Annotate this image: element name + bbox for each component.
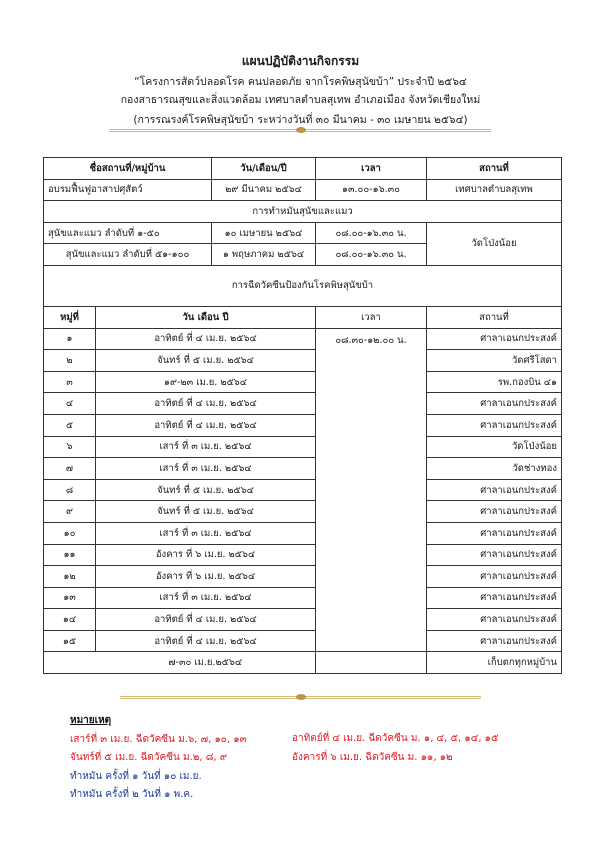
table-row [44, 436, 562, 458]
notes-right-column [292, 730, 499, 767]
village-number: ๑๑ [44, 544, 96, 566]
village-number: ๘ [44, 479, 96, 501]
vaccination-date: เสาร์ ที่ ๓ เม.ย. ๒๕๖๔ [96, 436, 316, 458]
vaccination-location: ศาลาเอนกประสงค์ [427, 522, 562, 544]
village-number: ๙ [44, 501, 96, 523]
note-left-2: จันทร์ที่ ๕ เม.ย. ฉีดวัคซีน ม.๒, ๘, ๙ [70, 752, 228, 763]
department-line: กองสาธารณสุขและสิ่งแวดล้อม เทศบาลตำบลสุเทพ อำเภอเมือง จังหวัดเชียงใหม่ [120, 94, 481, 106]
header-vaccination-date: วัน เดือน ปี [96, 306, 316, 328]
vaccination-date: จันทร์ ที่ ๕ เม.ย. ๒๕๖๔ [96, 501, 316, 523]
vaccination-date: จันทร์ ที่ ๕ เม.ย. ๒๕๖๔ [96, 350, 316, 372]
vaccination-date: อาทิตย์ ที่ ๔ เม.ย. ๒๕๖๔ [96, 609, 316, 631]
campaign-period-line: (การรณรงค์โรคพิษสุนัขบ้า ระหว่างวันที่ ๓๐ มีนาคม - ๓๐ เมษายน ๒๕๖๔) [133, 114, 468, 126]
ornament-center-top [296, 127, 306, 133]
village-number: ๑๓ [44, 587, 96, 609]
training-date: ๒๙ มีนาคม ๒๕๖๔ [212, 179, 316, 201]
note-left-3: ทำหมัน ครั้งที่ ๑ วันที่ ๑๐ เม.ย. [70, 770, 202, 782]
village-number-empty [44, 652, 96, 674]
table-row [44, 566, 562, 588]
ornament-center-bottom [296, 694, 306, 700]
village-number: ๑๒ [44, 566, 96, 588]
catchup-time-empty [316, 652, 427, 674]
table-row [44, 522, 562, 544]
note-right-2: อังคารที่ ๖ เม.ย. ฉีดวัคซีน ม. ๑๑, ๑๒ [292, 751, 453, 763]
vaccination-date: อาทิตย์ ที่ ๔ เม.ย. ๒๕๖๔ [96, 414, 316, 436]
vaccination-location: ศาลาเอนกประสงค์ [427, 566, 562, 588]
village-number: ๔ [44, 393, 96, 415]
vaccination-title: การฉีดวัคซีนป้องกันโรคพิษสุนัขบ้า [44, 265, 562, 306]
table-row [44, 544, 562, 566]
table-row [44, 458, 562, 480]
vaccination-date: อาทิตย์ ที่ ๔ เม.ย. ๒๕๖๔ [96, 630, 316, 652]
sterilization-title: การทำหมันสุนัขและแมว [44, 201, 562, 223]
village-number: ๒ [44, 350, 96, 372]
notes-section [70, 712, 246, 805]
vaccination-date: อาทิตย์ ที่ ๔ เม.ย. ๒๕๖๔ [96, 328, 316, 350]
catchup-date: ๗-๓๐ เม.ย.๒๕๖๔ [96, 652, 316, 674]
table-row [44, 501, 562, 523]
vaccination-location: วัดศรีโสดา [427, 350, 562, 372]
vaccination-location: ศาลาเอนกประสงค์ [427, 544, 562, 566]
document-title: แผนปฏิบัติงานกิจกรรม [241, 54, 360, 68]
header-place: ชื่อสถานที่/หมู่บ้าน [44, 158, 212, 180]
sterilization-location: วัดโป่งน้อย [427, 222, 562, 265]
table-row [44, 609, 562, 631]
schedule-table [43, 157, 562, 674]
table-header-row [44, 158, 562, 180]
vaccination-date: อังคาร ที่ ๖ เม.ย. ๒๕๖๔ [96, 566, 316, 588]
sterilization-group: สุนัขและแมว ลำดับที่ ๑-๕๐ [44, 222, 212, 244]
table-row [44, 414, 562, 436]
vaccination-date: จันทร์ ที่ ๕ เม.ย. ๒๕๖๔ [96, 479, 316, 501]
sterilization-group: สุนัขและแมว ลำดับที่ ๕๑-๑๐๐ [44, 244, 212, 266]
table-row [44, 479, 562, 501]
table-row [44, 328, 562, 350]
vaccination-date: อาทิตย์ ที่ ๔ เม.ย. ๒๕๖๔ [96, 393, 316, 415]
section-row-sterilization [44, 201, 562, 223]
vaccination-location: ศาลาเอนกประสงค์ [427, 328, 562, 350]
vaccination-date: เสาร์ ที่ ๓ เม.ย. ๒๕๖๔ [96, 587, 316, 609]
table-row [44, 630, 562, 652]
vaccination-location: วัดช่างทอง [427, 458, 562, 480]
sterilization-date: ๑ พฤษภาคม ๒๕๖๔ [212, 244, 316, 266]
vaccination-date: อังคาร ที่ ๖ เม.ย. ๒๕๖๔ [96, 544, 316, 566]
vaccination-location: ศาลาเอนกประสงค์ [427, 587, 562, 609]
training-time: ๑๓.๐๐-๑๖.๓๐ [316, 179, 427, 201]
project-line: “โครงการสัตว์ปลอดโรค คนปลอดภัย จากโรคพิษสุนัขบ้า” ประจำปี ๒๕๖๔ [134, 76, 467, 88]
table-row-last [44, 652, 562, 674]
vaccination-location: ศาลาเอนกประสงค์ [427, 393, 562, 415]
table-row [44, 371, 562, 393]
table-row [44, 393, 562, 415]
village-number: ๖ [44, 436, 96, 458]
vaccination-location: ศาลาเอนกประสงค์ [427, 479, 562, 501]
header-date: วัน/เดือน/ปี [212, 158, 316, 180]
note-left-4: ทำหมัน ครั้งที่ ๒ วันที่ ๑ พ.ค. [70, 789, 194, 800]
table-row [44, 350, 562, 372]
sterilization-date: ๑๐ เมษายน ๒๕๖๔ [212, 222, 316, 244]
village-number: ๑๕ [44, 630, 96, 652]
header-location: สถานที่ [427, 158, 562, 180]
sterilization-time: ๐๘.๐๐-๑๖.๓๐ น. [316, 244, 427, 266]
vaccination-location: วัดโป่งน้อย [427, 436, 562, 458]
vaccination-date: เสาร์ ที่ ๓ เม.ย. ๒๕๖๔ [96, 458, 316, 480]
vaccination-time: ๐๘.๓๐-๑๒.๐๐ น. [316, 328, 427, 652]
village-number: ๕ [44, 414, 96, 436]
village-number: ๗ [44, 458, 96, 480]
vaccination-location: ศาลาเอนกประสงค์ [427, 630, 562, 652]
header-village: หมู่ที่ [44, 306, 96, 328]
vaccination-location: ศาลาเอนกประสงค์ [427, 609, 562, 631]
header-vaccination-time: เวลา [316, 306, 427, 328]
village-number: ๑๐ [44, 522, 96, 544]
village-number: ๑ [44, 328, 96, 350]
village-number: ๑๔ [44, 609, 96, 631]
sterilization-time: ๐๘.๐๐-๑๖.๓๐ น. [316, 222, 427, 244]
training-location: เทศบาลตำบลสุเทพ [427, 179, 562, 201]
catchup-location: เก็บตกทุกหมู่บ้าน [427, 652, 562, 674]
village-number: ๓ [44, 371, 96, 393]
notes-title: หมายเหตุ [70, 715, 112, 726]
vaccination-location: ศาลาเอนกประสงค์ [427, 501, 562, 523]
vaccination-location: ศาลาเอนกประสงค์ [427, 414, 562, 436]
table-row [44, 222, 562, 244]
vaccination-location: รพ.กองบิน ๔๑ [427, 371, 562, 393]
header-vaccination-location: สถานที่ [427, 306, 562, 328]
header-time: เวลา [316, 158, 427, 180]
table-row [44, 179, 562, 201]
training-name: อบรมฟื้นฟูอาสาปศุสัตว์ [44, 179, 212, 201]
note-right-1: อาทิตย์ที่ ๔ เม.ย. ฉีดวัคซีน ม. ๑, ๔, ๕, ๑๔, ๑๕ [292, 733, 499, 744]
vaccination-header-row [44, 306, 562, 328]
table-row [44, 587, 562, 609]
section-row-vaccination [44, 265, 562, 306]
note-left-1: เสาร์ที่ ๓ เม.ย. ฉีดวัคซีน ม.๖, ๗, ๑๐, ๑๓ [70, 733, 247, 745]
vaccination-date: เสาร์ ที่ ๓ เม.ย. ๒๕๖๔ [96, 522, 316, 544]
vaccination-date: ๑๙-๒๓ เม.ย. ๒๕๖๔ [96, 371, 316, 393]
